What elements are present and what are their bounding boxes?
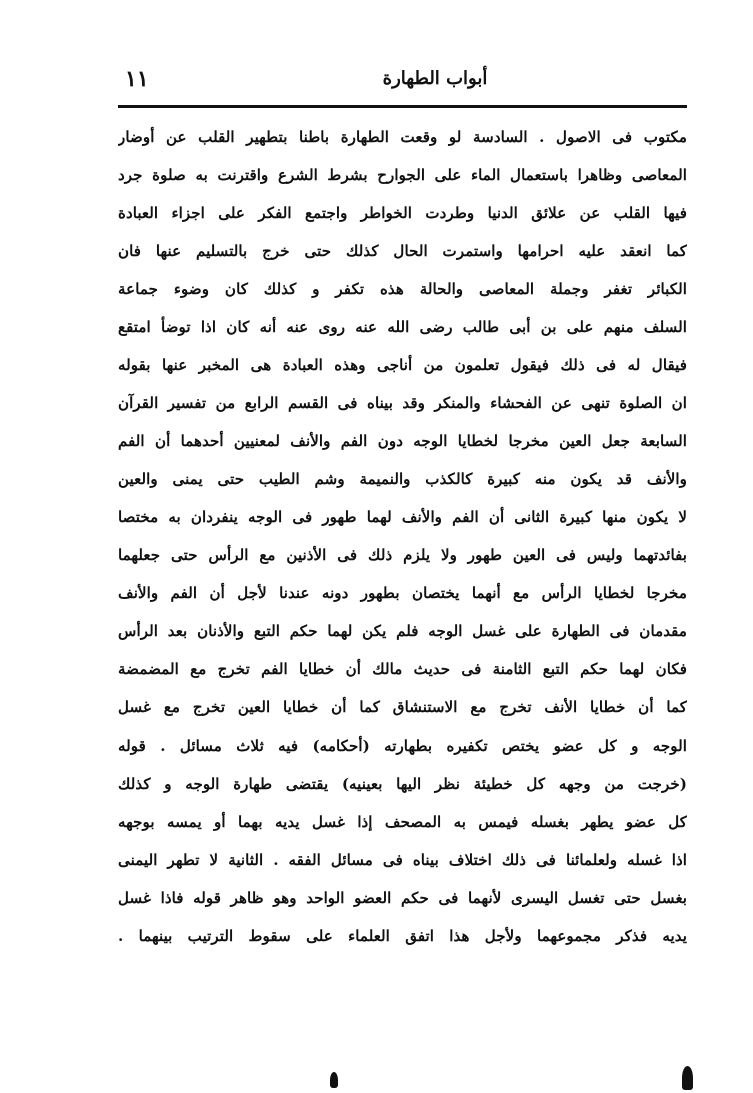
text-line: والأنف قد يكون منه كبيرة كالكذب والنميمة وشم الطيب حتى يمنى والعين [118, 470, 687, 489]
text-line: الوجه و كل عضو يختص تكفيره بطهارته (أحكامه) فيه ثلاث مسائل . قوله [118, 736, 687, 755]
page-header [125, 62, 685, 102]
text-line: بفائدتهما وليس فى العين طهور ولا يلزم ذلك فى الأذنين مع الرأس حتى جعلهما [118, 546, 687, 565]
text-line: مخرجا لخطايا الرأس مع أنهما يختصان بطهور دونه عندنا لأجل أن الفم والأنف [118, 584, 687, 603]
text-line: اذا غسله ولعلمائنا فى ذلك اختلاف بيناه فى مسائل الفقه . الثانية لا تطهر اليمنى [118, 850, 687, 869]
text-line: كل عضو يطهر بغسله فيمس به المصحف إذا غسل يديه بهما أو يمسه بوجهه [118, 812, 687, 831]
text-line: المعاصى وظاهرا باستعمال الماء على الجوارح بشرط الشرع واقترنت به صلوة جرد [118, 166, 687, 185]
text-line: مقدمان فى الطهارة على غسل الوجه فلم يكن لهما حكم التبع والأذنان بعد الرأس [118, 622, 687, 641]
running-title: أبواب الطهارة [382, 68, 488, 89]
ink-mark [330, 1072, 338, 1088]
text-line: السابعة جعل العين مخرجا لخطايا الوجه دون الفم والأنف لمعنيين أحدهما أن الفم [118, 432, 687, 451]
text-line: فكان لهما حكم التبع الثامنة فى حديث مالك أن خطايا الفم تخرج مع المضمضة [118, 660, 687, 679]
text-line: لا يكون منها كبيرة الثانى أن الفم والأنف لهما طهور فى الوجه ينفردان به مختصا [118, 508, 687, 527]
text-line: الكبائر تغفر وجملة المعاصى والحالة هذه تكفر و كذلك كان وضوء جماعة [118, 280, 687, 299]
text-line: السلف منهم على بن أبى طالب رضى الله عنه روى عنه أنه كان اذا توضأ امتقع [118, 318, 687, 337]
text-line: فيها القلب عن علائق الدنيا وطردت الخواطر واجتمع الفكر على اجزاء العبادة [118, 204, 687, 223]
page-number: ١١ [125, 66, 149, 92]
text-line: مكتوب فى الاصول . السادسة لو وقعت الطهارة باطنا بتطهير القلب عن أوضار [118, 128, 687, 146]
text-line: كما انعقد عليه احرامها واستمرت الحال كذلك حتى خرج بالتسليم عنها فان [118, 242, 687, 261]
text-line: بغسل حتى تغسل اليسرى لأنهما فى حكم العضو الواحد وهو ظاهر قوله فاذا غسل [118, 888, 687, 907]
body-text [118, 118, 687, 993]
text-line: فيقال له فى ذلك فيقول تعلمون من أناجى وهذه العبادة هى المخبر عنها بقوله [118, 356, 687, 375]
ink-mark [682, 1066, 693, 1090]
text-line: كما أن خطايا الأنف تخرج مع الاستنشاق كما أن خطايا العين تخرج مع غسل [118, 698, 687, 717]
text-line: (خرجت من وجهه كل خطيئة نظر اليها بعينيه) يقتضى طهارة الوجه و كذلك [118, 774, 687, 793]
text-line: يديه فذكر مجموعهما ولأجل هذا اتفق العلماء على سقوط الترتيب بينهما . [118, 926, 687, 945]
header-rule [118, 105, 687, 108]
text-line: ان الصلوة تنهى عن الفحشاء والمنكر وقد بيناه فى القسم الرابع من تفسير القرآن [118, 394, 687, 413]
